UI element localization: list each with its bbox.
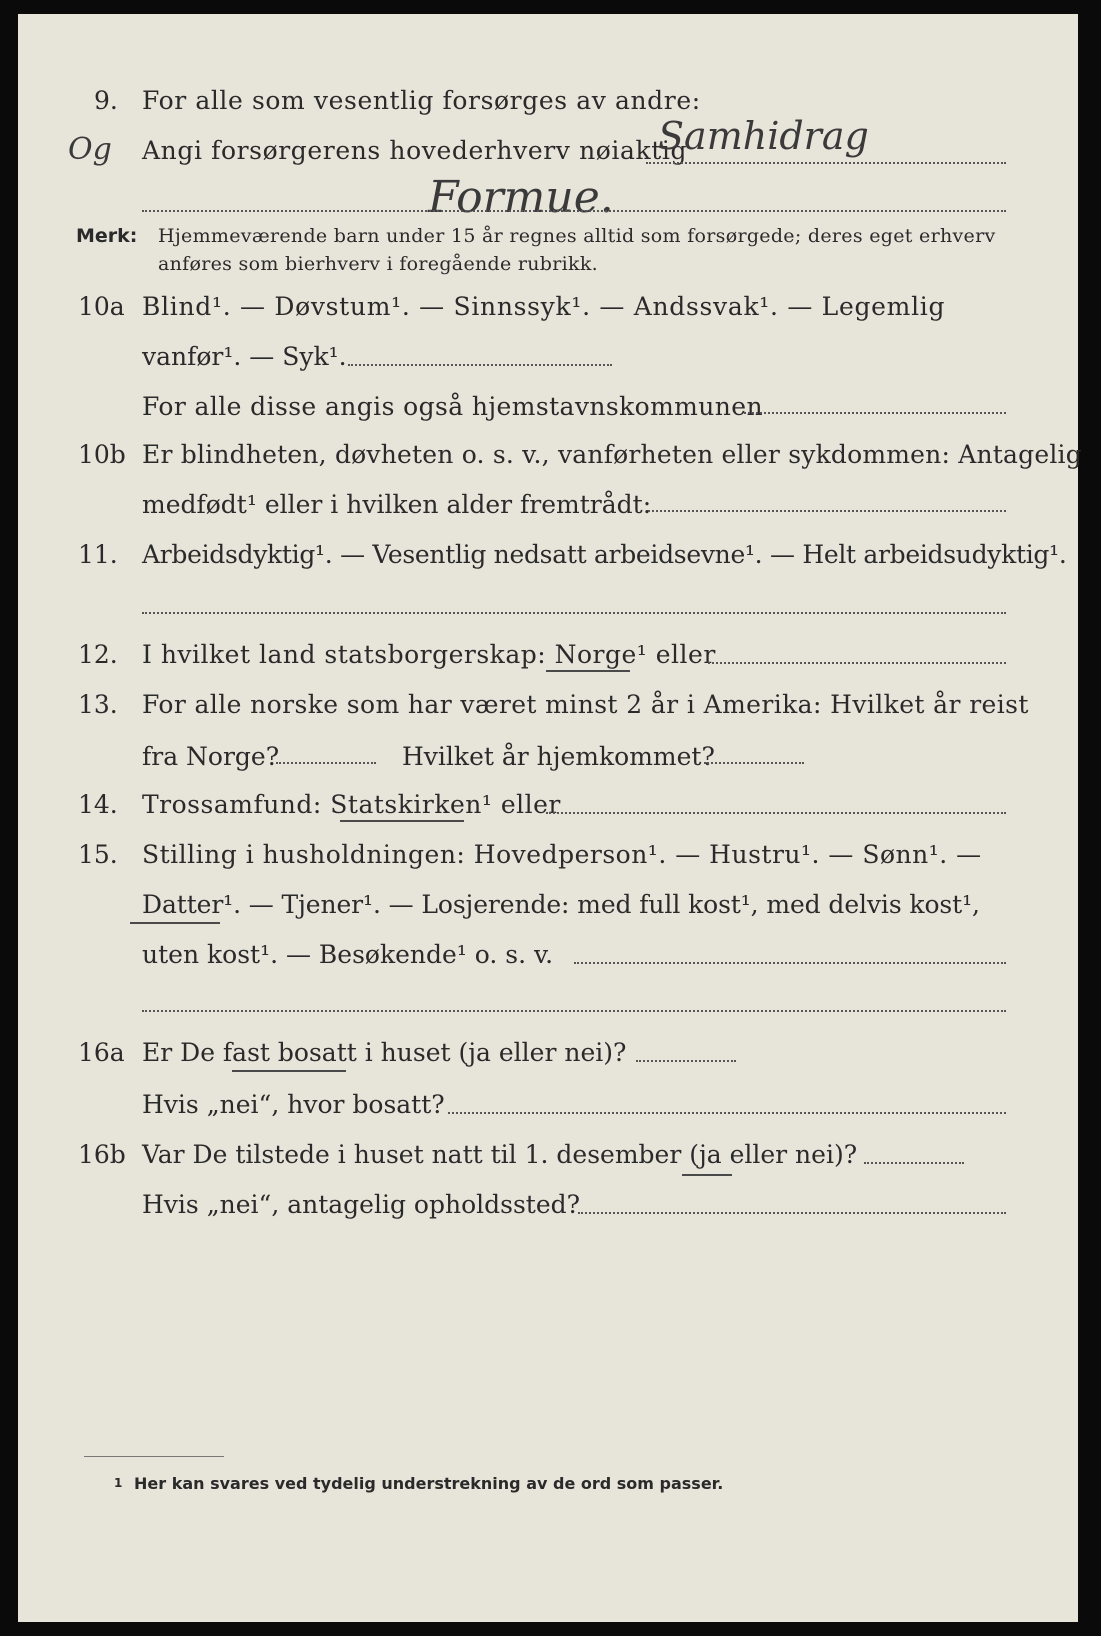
q10a-line3: For alle disse angis også hjemstavnskommunen	[142, 392, 763, 421]
q15-line3: uten kost¹. — Besøkende¹ o. s. v.	[142, 940, 554, 969]
q11-answer-line	[142, 612, 1006, 614]
q15-answer-line1	[574, 962, 1006, 964]
q16a-where-line	[448, 1112, 1006, 1114]
q9-answer-line2	[142, 210, 1006, 212]
q16b-line1: Var De tilstede i huset natt til 1. desember (ja eller nei)?	[142, 1140, 858, 1169]
q16a-number: 16a	[78, 1038, 125, 1067]
q16b-number: 16b	[78, 1140, 126, 1169]
q16b-ja-underline	[682, 1174, 732, 1176]
q11-number: 11.	[78, 540, 118, 569]
q9-handwritten-margin: Og	[68, 132, 112, 167]
merk-line2: anføres som bierhverv i foregående rubrikk.	[158, 253, 598, 275]
q14-statskirken-underline	[340, 820, 464, 822]
census-form-page	[18, 14, 1082, 1622]
q16a-line1: Er De fast bosatt i huset (ja eller nei)?	[142, 1038, 627, 1067]
q15-line2: Datter¹. — Tjener¹. — Losjerende: med full kost¹, med delvis kost¹,	[142, 890, 980, 919]
q9-line2: Angi forsørgerens hovederhverv nøiaktig	[142, 136, 688, 165]
merk-line1: Hjemmeværende barn under 15 år regnes alltid som forsørgede; deres eget erhverv	[158, 225, 996, 247]
q15-number: 15.	[78, 840, 118, 869]
q10a-line1: Blind¹. — Døvstum¹. — Sinnssyk¹. — Andssvak¹. — Legemlig	[142, 292, 946, 321]
q10b-line1: Er blindheten, døvheten o. s. v., vanførheten eller sykdommen: Antagelig	[142, 440, 1082, 469]
q9-handwritten-answer1: Samhidrag	[658, 114, 869, 158]
q13-departure-line	[276, 762, 376, 764]
q14-answer-line	[546, 812, 1006, 814]
q10a-number: 10a	[78, 292, 125, 321]
q16a-answer-line	[636, 1060, 736, 1062]
q16b-where-line	[578, 1212, 1006, 1214]
q12-line1: I hvilket land statsborgerskap: Norge¹ eller	[142, 640, 716, 669]
q16a-line2: Hvis „nei“, hvor bosatt?	[142, 1090, 445, 1119]
q16a-fast-bosatt-underline	[232, 1070, 346, 1072]
q10a-hometown-line	[744, 412, 1006, 414]
q15-answer-line2	[142, 1010, 1006, 1012]
q10a-answer-line	[348, 364, 612, 366]
q15-datter-underline	[130, 922, 220, 924]
q13-line1: For alle norske som har været minst 2 år i Amerika: Hvilket år reist	[142, 690, 1029, 719]
q10b-number: 10b	[78, 440, 126, 469]
q13-line2a: fra Norge?	[142, 742, 280, 771]
q9-handwritten-answer2: Formue.	[428, 172, 614, 223]
q14-line1: Trossamfund: Statskirken¹ eller	[142, 790, 561, 819]
q16b-answer-line	[864, 1162, 964, 1164]
q12-answer-line	[708, 662, 1006, 664]
footnote-mark: 1	[114, 1476, 123, 1490]
merk-label: Merk:	[76, 225, 138, 247]
q15-line1: Stilling i husholdningen: Hovedperson¹. — Hustru¹. — Sønn¹. —	[142, 840, 982, 869]
q10b-answer-line	[648, 510, 1006, 512]
q10b-line2: medfødt¹ eller i hvilken alder fremtrådt:	[142, 490, 652, 519]
q12-norge-underline	[546, 670, 630, 672]
q10a-line2: vanfør¹. — Syk¹.	[142, 342, 347, 371]
q9-answer-line1	[646, 162, 1006, 164]
q13-number: 13.	[78, 690, 118, 719]
q13-line2b: Hvilket år hjemkommet?	[402, 742, 715, 771]
q11-line1: Arbeidsdyktig¹. — Vesentlig nedsatt arbeidsevne¹. — Helt arbeidsudyktig¹.	[142, 540, 1067, 569]
q12-number: 12.	[78, 640, 118, 669]
q14-number: 14.	[78, 790, 118, 819]
footnote-rule	[84, 1456, 224, 1457]
q13-return-line	[704, 762, 804, 764]
q9-line1: For alle som vesentlig forsørges av andre:	[142, 86, 701, 115]
footnote-text: Her kan svares ved tydelig understrekning av de ord som passer.	[134, 1474, 724, 1493]
q9-number: 9.	[94, 86, 118, 115]
q16b-line2: Hvis „nei“, antagelig opholdssted?	[142, 1190, 581, 1219]
